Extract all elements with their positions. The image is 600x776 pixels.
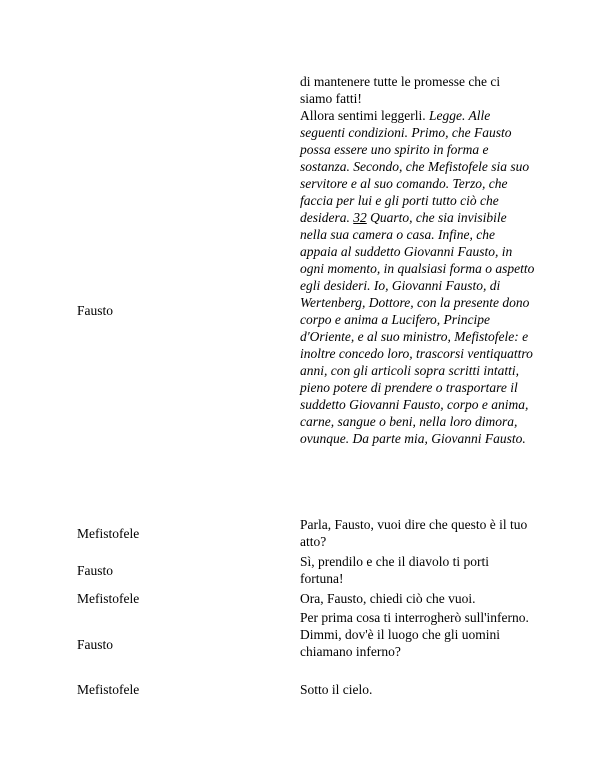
speech-text: Sì, prendilo e che il diavolo ti porti fortuna!	[300, 554, 489, 586]
speech-text: Ora, Fausto, chiedi ciò che vuoi.	[300, 591, 476, 606]
speaker-name: Mefistofele	[77, 682, 140, 697]
speaker-name: Fausto	[77, 303, 114, 318]
speaker-name: Fausto	[77, 637, 114, 652]
stage-direction-text: Legge. Alle seguenti condizioni. Primo, che Fausto possa essere uno spirito in forma e sostanza. Secondo, che Mefistofele sia suo servitore e al suo comando. Terzo, che faccia per lui e gli porti tutto ciò che desidera.	[300, 108, 530, 225]
stage-direction-text: Quarto, che sia invisibile nella sua camera o casa. Infine, che appaia al suddetto Giovanni Fausto, in ogni momento, in qualsiasi forma o aspetto egli desideri. Io, Giovanni Fausto, di Wertenberg, Dottore, con la presente dono corpo e anima a Lucifero, Principe d'Oriente, e al suo ministro, Mefistofele: e inoltre concedo loro, trascorsi ventiquattro anni, con gli articoli sopra scritti intatti, pieno potere di prendere o trasportare il suddetto Giovanni Fausto, corpo e anima, carne, sangue o beni, nella loro dimora, ovunque. Da parte mia, Giovanni Fausto.	[300, 210, 535, 446]
speech-text: Parla, Fausto, vuoi dire che questo è il tuo atto?	[300, 517, 528, 549]
speech-paragraph: di mantenere tutte le promesse che ci siamo fatti!	[300, 74, 501, 106]
speech-paragraph: Per prima cosa ti interrogherò sull'inferno.	[300, 610, 529, 625]
speech-text	[300, 73, 535, 447]
speaker-name: Mefistofele	[77, 526, 140, 541]
speech-paragraph	[300, 107, 535, 447]
footnote-link[interactable]: 32	[353, 210, 367, 225]
speech-normal-text: Allora sentimi leggerli.	[300, 108, 429, 123]
speaker-name: Mefistofele	[77, 591, 140, 606]
speech-paragraph: Dimmi, dov'è il luogo che gli uomini chiamano inferno?	[300, 627, 501, 659]
speech-text	[300, 609, 535, 660]
speaker-name: Fausto	[77, 563, 114, 578]
speech-text: Sotto il cielo.	[300, 682, 373, 697]
